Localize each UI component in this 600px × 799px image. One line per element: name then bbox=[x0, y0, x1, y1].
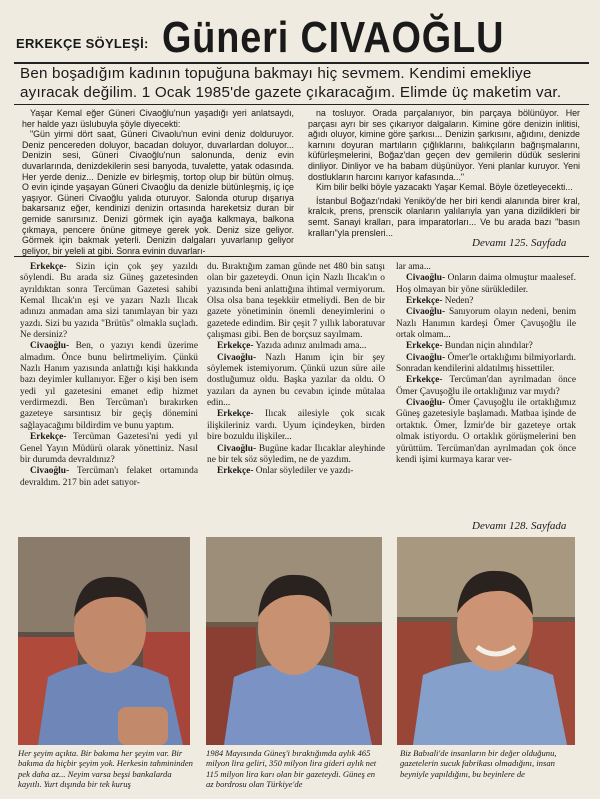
interview-paragraph: Civaoğlu- Bugüne kadar Ilıcaklar aleyhinde ne bir tek söz söyledim, ne de yazdım. bbox=[207, 443, 385, 465]
continued-note-body: Devamı 128. Sayfada bbox=[472, 520, 567, 532]
interview-paragraph: Erkekçe- Onlar söylediler ve yazdı- bbox=[217, 466, 354, 477]
interview-paragraph: Civaoğlu- Sanıyorum olayın nedeni, benim Nazlı Hanımın kardeşi Ömer Çavuşoğlu ile ortak olmam... bbox=[396, 307, 576, 341]
intro-paragraph: Kim bilir belki böyle yazacaktı Yaşar Kemal. Böyle özetleyecekti... bbox=[316, 182, 573, 193]
intro-paragraph: "Gün yirmi dört saat, Güneri Civaolu'nun evini deniz dolduruyor. Deniz pencereden doluyor, bacadan doluyor, duvarlardan doluyor... Denizin sesi, Güneri Civaoğlu'nun salonunda, deniz evin duvarlarında, denizdekilerin sesi banyoda, tuvalette, yatak odasında. Her yerde deniz... Denizle ev birleşmiş, tortop olup bir bütün olmuş. O evin içinde yaşayan Güneri Civaoğlu da denizle bütünleşmiş, iç içe yaşıyor. Güneri Civaoğlu yalıda oturuyor. Salonda oturup dışarıya bakarsanız eğer, kendinizi denizin ortasında hareketsiz duran bir gemide sanırsınız. Denizi görmek için ayağa kalkmaya, balkona çıkmaya, pencere önüne gitmeye gerek yok. Deniz size geliyor. Görmek için bakmak yeterli. Denizin dalgaları yuvarlanıp geliyor geliyor, bir yeleli at gibi. Sonra evinin duvarları- bbox=[22, 129, 294, 256]
intro-column-right bbox=[308, 108, 580, 238]
intro-column-left bbox=[22, 108, 294, 256]
interview-paragraph: Erkekçe- Tercüman Gazetesi'ni yedi yıl Genel Yayın Müdürü olarak yönettiniz. Nasıl bir durumda devraldınız? bbox=[20, 432, 198, 465]
interview-paragraph: Civaoğlu- Nazlı Hanım için bir şey söylemek istemiyorum. Çünkü uzun süre aile dostluğumuz oldu. Başka yazılar da oldu. O yazıları da aynen bu cevabın içinde mütalaa edin... bbox=[207, 352, 385, 409]
continued-note-intro: Devamı 125. Sayfada bbox=[472, 237, 567, 249]
section-kicker: ERKEKÇE SÖYLEŞİ: bbox=[16, 36, 149, 51]
intro-paragraph: na tosluyor. Orada parçalanıyor, bin parçaya bölünüyor. Her parçası ayrı bir ses çıkarıyor dalgaların. Kimine göre denizin inlitisi, ağıdı oluyor, kimine göre şarkısı... Denizin şarkısını, ağıdını, denizde karnını doyuran martıların çığlıklarını, balıkçıların bağrışmalarını, küfürleşmelerini, Boğaz'dan geçen dev gemilerin düdük seslerini dinliyor. Dinliyor ve ha babam düşünüyor. Yeni planlar kuruyor. Yeni dostlukların harcını karıyor kafasında..." bbox=[308, 108, 580, 182]
interview-paragraph: du. Bıraktığım zaman günde net 480 bin satışı olan bir gazeteydi. Onun için Nazlı Ilıcak'ın o yazısında beni anlattığına ihtimal vermiyorum. Olsa olsa bana teşekkür etmeliydi. Ben de bir gazete yönetiminin önemli deneyimlerini o gazetede edindim. Bir çeşit 7 yıllık laboratuvar çalışması gibi. Ben de borçsuz sayılmam. bbox=[207, 262, 385, 341]
interview-paragraph: Erkekçe- Yazıda adınız anılmadı ama... bbox=[217, 341, 367, 352]
portrait-photo-3 bbox=[397, 537, 575, 745]
article-title: Güneri CIVAOĞLU bbox=[162, 13, 505, 62]
interview-column-3 bbox=[396, 262, 576, 466]
interview-column-1 bbox=[20, 262, 198, 489]
article-subtitle: Ben boşadığım kadının topuğuna bakmayı hiç sevmem. Kendimi emekliye ayıracak değilim. 1 Ocak 1985'de gazete çıkaracağım. Elimde üç maketim var. bbox=[20, 65, 562, 101]
interview-paragraph: Erkekçe- Tercüman'dan ayrılmadan önce Ömer Çavuşoğlu ile ortaklığınız var mıydı? bbox=[396, 375, 576, 397]
interview-paragraph: Civaoğlu- Onların daima olmuştur maalesef. Hoş olmayan bir yöne sürüklediler. bbox=[396, 273, 576, 295]
interview-paragraph: Erkekçe- Sizin için çok şey yazıldı söylendi. Bu arada siz Güneş gazetesinden ayrıldıktan sonra Tercüman Gazetesi sahibi Kemal Ilıcak'ın eşi ve yazarı Nazlı Ilıcak adınızı anmadan ama sizi tanımlayan bir yazı yazdı. Sizi bu yazıda "Brütüs" olmakla suçladı. Ne dersiniz? bbox=[20, 262, 198, 341]
section-rule bbox=[14, 256, 589, 257]
interview-paragraph: Civaoğlu- Ben, o yazıyı kendi üzerime almadım. Önce bunu belirtmeliyim. Çünkü Nazlı Hanım yazısında anlattığı kişi hakkında bazı deyimler kullanıyor. Eğer o kişi ben isem yedi yıl gazetesini emanet edip hizmet verdirmezdi. Ben Tercüman'ı bırakırken gazeteye sarsıntısız bir geçiş dönemini sağlayacağımı bildirdim ve bunu yaptım. bbox=[20, 341, 198, 431]
photo-caption-3: Biz Babıali'de insanların bir değer olduğunu, gazetelerin sucuk fabrikası olmadığını, insan beyniyle yapıldığını, bu beyinlere de bbox=[400, 748, 557, 779]
subtitle-rule bbox=[14, 104, 589, 105]
interview-paragraph: Erkekçe- Ilıcak ailesiyle çok sıcak ilişkileriniz vardı. Uyum içindeyken, birden bire bozuldu ilişkiler... bbox=[207, 409, 385, 443]
photo-caption-2: 1984 Mayısında Güneş'i bıraktığımda aylık 465 milyon lira geliri, 350 milyon lira gideri aylık net 115 milyon lira karı olan bir gazeteydi. Güneş en az bordrosu olan Türkiye'de bbox=[206, 748, 377, 790]
photo-caption-1: Her şeyim açıkta. Bir bakıma her şeyim var. Bir bakıma da hiçbir şeyim yok. Herkesin tahmininden pek daha az... Neyim varsa beşsi bankalarda kayıtlı. Yurt dışında bir tek kuruş bbox=[18, 748, 193, 790]
interview-paragraph: Civaoğlu- Ömer Çavuşoğlu ile ortaklığımız Güneş gazetesiyle başlamadı. Matbaa işinde de ortaktık. Ömer, İzmir'de bir gazeteye ortak olmak istiyordu. O ortaklık görüşmelerini ben yürüttüm. Tercüman'dan ayrılmadan çok önce kendi işimi kurmaya karar ver- bbox=[396, 398, 576, 465]
interview-paragraph: Civaoğlu- Ömer'le ortaklığımı bilmiyorlardı. Sonradan kendilerini aldatılmış hissettiler. bbox=[396, 352, 576, 375]
portrait-photo-2 bbox=[206, 537, 382, 745]
interview-column-2 bbox=[207, 262, 385, 478]
portrait-photo-1 bbox=[18, 537, 190, 745]
interview-paragraph: Erkekçe- Bundan niçin alındılar? bbox=[406, 341, 533, 352]
article-header bbox=[14, 10, 589, 62]
intro-paragraph: İstanbul Boğazı'ndaki Yeniköy'de her biri kendi alanında birer kral, kralcık, prens, prenscik olanların yalılarıyla yan yana dizildikleri bir semt. Sanayi kralları, para imparatorları... Ve bu arada bazı "basın kralları"yla prensleri... bbox=[308, 195, 580, 238]
interview-paragraph: lar ama... bbox=[396, 262, 431, 272]
intro-paragraph: Yaşar Kemal eğer Güneri Civaoğlu'nun yaşadığı yeri anlatsaydı, her halde yazı üslubuyla şöyle diyecekti: bbox=[22, 108, 294, 129]
interview-paragraph: Erkekçe- Neden? bbox=[406, 296, 474, 307]
interview-paragraph: Civaoğlu- Tercüman'ı felaket ortamında devraldım. 217 bin adet satıyor- bbox=[20, 466, 198, 488]
